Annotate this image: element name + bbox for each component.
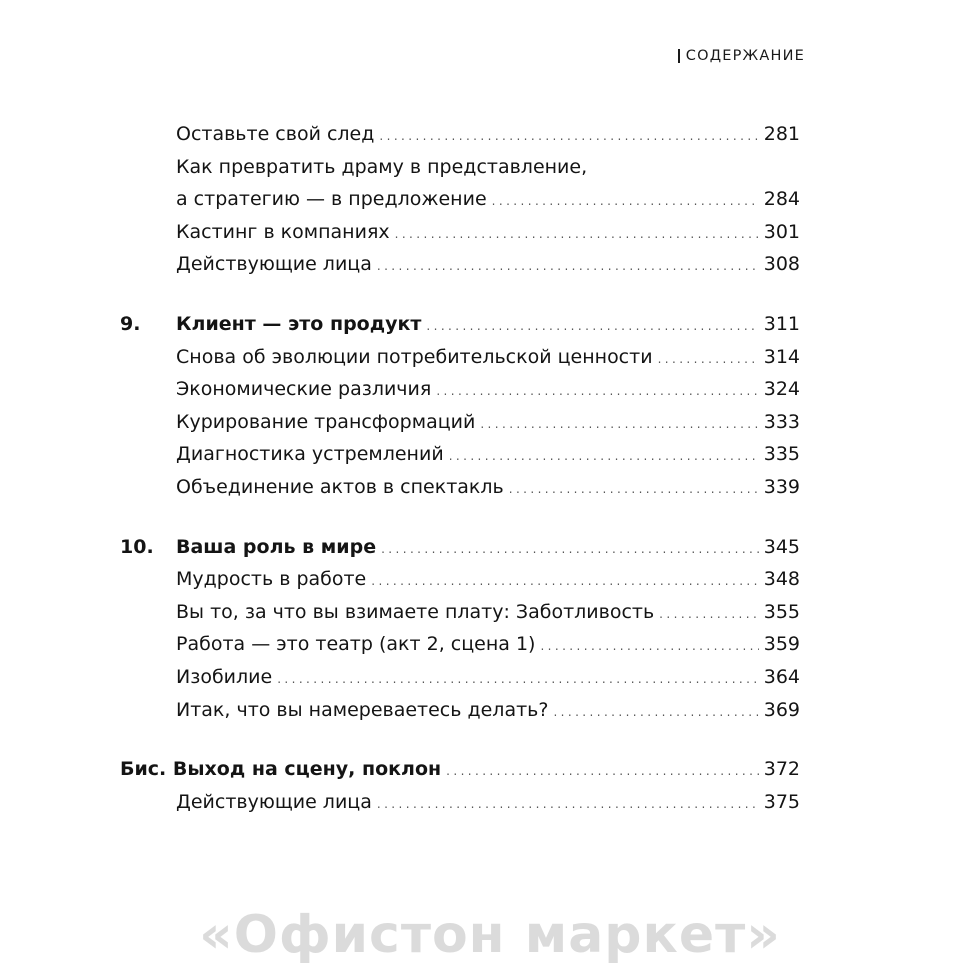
toc-page-number: 301: [763, 220, 800, 243]
toc-entry-title: Работа — это театр (акт 2, сцена 1): [176, 633, 536, 656]
dot-leader: [446, 765, 759, 777]
chapter-title: Клиент — это продукт: [176, 312, 422, 335]
toc-row: [0, 661, 980, 694]
chapter-title: Ваша роль в мире: [176, 535, 377, 558]
toc-row: [0, 406, 980, 439]
dot-leader: [377, 798, 759, 810]
toc-page-number: 339: [763, 475, 800, 498]
toc-page-number: 359: [763, 633, 800, 656]
dot-leader: [553, 706, 758, 718]
dot-leader: [381, 543, 759, 555]
dot-leader: [480, 418, 758, 430]
toc-chapter-row: [0, 308, 980, 341]
dot-leader: [449, 450, 759, 462]
dot-leader: [377, 260, 759, 272]
toc-entry-title: Изобилие: [176, 665, 273, 688]
toc-chapter-9: [0, 308, 980, 504]
dot-leader: [509, 483, 759, 495]
toc-page-number: 314: [763, 345, 800, 368]
dot-leader: [436, 385, 758, 397]
dot-leader: [658, 353, 759, 365]
toc-entry-title: Снова об эволюции потребительской ценности: [176, 345, 653, 368]
dot-leader: [659, 608, 759, 620]
toc-row: [0, 216, 980, 249]
toc-entry-title: Кастинг в компаниях: [176, 220, 390, 243]
toc-row: [0, 151, 980, 184]
toc-encore: [0, 753, 980, 818]
toc-entry-title: Как превратить драму в представление,: [176, 155, 588, 178]
toc-row: [0, 563, 980, 596]
toc-entry-title: Оставьте свой след: [176, 123, 375, 145]
toc-page-number: 281: [763, 123, 800, 145]
chapter-number: 9.: [120, 312, 141, 335]
toc-row: [0, 373, 980, 406]
toc-chapter-row: [0, 531, 980, 564]
dot-leader: [371, 575, 758, 587]
toc-entry-title: Объединение актов в спектакль: [176, 475, 504, 498]
toc-page-number: 375: [763, 790, 800, 813]
toc-row: [0, 628, 980, 661]
header-label: СОДЕРЖАНИЕ: [685, 48, 805, 64]
dot-leader: [540, 640, 758, 652]
toc-entry-title: Экономические различия: [176, 378, 432, 401]
toc-entry-title: Действующие лица: [176, 790, 372, 813]
toc-chapter-row: [0, 753, 980, 786]
toc-row: [0, 183, 980, 216]
toc-page-number: 311: [763, 312, 800, 335]
toc-page-number: 335: [763, 443, 800, 466]
toc-row: [0, 694, 980, 727]
toc-page-number: 355: [763, 600, 800, 623]
toc-page-number: 308: [763, 253, 800, 276]
dot-leader: [492, 195, 759, 207]
toc-entry-title: Итак, что вы намереваетесь делать?: [176, 698, 549, 721]
toc-page-number: 372: [763, 758, 800, 781]
toc-row: [0, 341, 980, 374]
toc-group-continued: [0, 118, 980, 281]
toc-chapter-10: [0, 531, 980, 727]
dot-leader: [379, 130, 758, 142]
toc-row: [0, 786, 980, 819]
dot-leader: [277, 673, 759, 685]
dot-leader: [426, 320, 758, 332]
running-header: [678, 48, 805, 64]
toc-entry-title: Вы то, за что вы взимаете плату: Заботливость: [176, 600, 655, 623]
chapter-title: Бис. Выход на сцену, поклон: [120, 758, 442, 781]
toc-entry-title: Мудрость в работе: [176, 568, 367, 591]
toc-row: [0, 596, 980, 629]
toc-page-number: 369: [763, 698, 800, 721]
toc-entry-title: Диагностика устремлений: [176, 443, 444, 466]
toc-page-number: 364: [763, 665, 800, 688]
toc-page-number: 348: [763, 568, 800, 591]
header-bar: [678, 49, 680, 63]
toc-page-number: 333: [763, 410, 800, 433]
toc-page-number: 324: [763, 378, 800, 401]
dot-leader: [395, 228, 759, 240]
chapter-number: 10.: [120, 535, 154, 558]
table-of-contents: [0, 118, 980, 845]
toc-row: [0, 471, 980, 504]
toc-page-number: 284: [763, 188, 800, 211]
toc-entry-title: Курирование трансформаций: [176, 410, 476, 433]
toc-entry-title: а стратегию — в предложение: [176, 188, 487, 211]
toc-entry-title: Действующие лица: [176, 253, 372, 276]
toc-row: [0, 438, 980, 471]
store-watermark: «Офистон маркет»: [199, 905, 781, 965]
toc-row: [0, 118, 980, 151]
toc-row: [0, 248, 980, 281]
toc-page-number: 345: [763, 535, 800, 558]
